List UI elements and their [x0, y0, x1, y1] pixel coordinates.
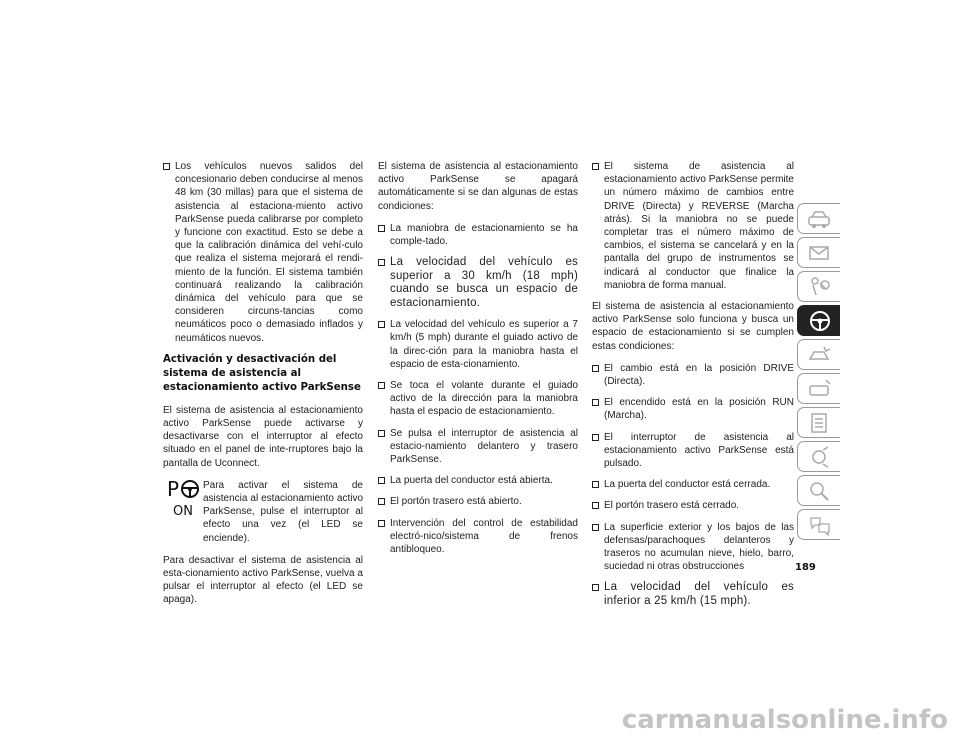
- list-item: El sistema de asistencia al estacionamiento activo ParkSense permite un número máximo de cambios entre DRIVE (Directa) y REVERSE (Marcha atrás). Si la maniobra no se puede completar tras el número máximo de cambios, el sistema se cancelará y en la pantalla del grupo de instrumentos se indicará al conductor que finalice la maniobra de forma manual.: [592, 160, 794, 292]
- paragraph: Para activar el sistema de asistencia al estacionamiento activo ParkSense, pulse el interruptor al efecto una vez (el LED se enciende).: [203, 479, 363, 544]
- tab-specifications[interactable]: [797, 441, 840, 472]
- list-item: El portón trasero está cerrado.: [592, 499, 794, 512]
- magnifier-icon: [806, 479, 834, 503]
- list-item: La superficie exterior y los bajos de las defensas/parachoques delanteros y traseros no acumulan nieve, hielo, barro, suciedad ni otras obstrucciones: [592, 521, 794, 574]
- parksense-switch-icon: [163, 479, 203, 518]
- tab-dashboard[interactable]: [797, 237, 840, 268]
- list-item: La velocidad del vehículo es superior a 7 km/h (5 mph) durante el guiado activo de la direc-ción para la maniobra hasta el espacio de esta-cionamiento.: [378, 318, 578, 371]
- chapter-tabs: [797, 203, 840, 541]
- column-left: [163, 160, 363, 616]
- list-item: El portón trasero está abierto.: [378, 495, 578, 508]
- watermark-text: carmanualsonline.info: [621, 705, 948, 735]
- paragraph: El sistema de asistencia al estacionamiento activo ParkSense puede activarse y desactivarse con el interruptor al efecto situado en el panel de inte-rruptores bajo la pantalla de Uconnect.: [163, 404, 363, 469]
- paragraph: El sistema de asistencia al estacionamiento activo ParkSense solo funciona y busca un espacio de estacionamiento si se cumplen estas condiciones:: [592, 301, 794, 352]
- list-item: Se toca el volante durante el guiado activo de la dirección para la maniobra hasta el espacio de estacionamiento.: [378, 379, 578, 419]
- dashboard-mail-icon: [806, 241, 834, 265]
- bullet-item: Los vehículos nuevos salidos del concesionario deben conducirse al menos 48 km (30 millas) para que el sistema de asistencia al estaciona-miento activo ParkSense pueda calibrarse por completo y funcione con exactitud. Esto se debe a que la calibración dinámica del vehí-culo que realiza el sistema mejorará el rendi-miento de la función. El sistema también continuará realizando la calibración dinámica del vehículo para que se consideren circuns-tancias como neumáticos poco o demasiado inflados y neumáticos nuevos.: [163, 160, 363, 345]
- icon-label-on: ON: [173, 504, 193, 520]
- multilanguage-icon: [806, 513, 834, 537]
- list-item: La maniobra de estacionamiento se ha comple-tado.: [378, 222, 578, 248]
- list-item: La velocidad del vehículo es inferior a 25 km/h (15 mph).: [592, 581, 794, 608]
- parksense-icon-row: [163, 479, 363, 545]
- list-item: Intervención del control de estabilidad electró-nico/sistema de frenos antibloqueo.: [378, 517, 578, 557]
- watermark: [0, 705, 960, 735]
- svg-text:P: P: [167, 478, 180, 499]
- list-item: El interruptor de asistencia al estacionamiento activo ParkSense está pulsado.: [592, 431, 794, 471]
- list-item: La puerta del conductor está abierta.: [378, 474, 578, 487]
- car-service-icon: [806, 377, 834, 401]
- list-item: El encendido está en la posición RUN (Marcha).: [592, 396, 794, 422]
- vehicle-info-icon: [806, 207, 834, 231]
- tab-vehicle-info[interactable]: [797, 203, 840, 234]
- list-item: La velocidad del vehículo es superior a 30 km/h (18 mph) cuando se busca un espacio de estacionamiento.: [378, 256, 578, 310]
- tab-service[interactable]: [797, 373, 840, 404]
- tab-languages[interactable]: [797, 509, 840, 540]
- paragraph: Para desactivar el sistema de asistencia al esta-cionamiento activo ParkSense, vuelva a pulsar el interruptor al efecto (el LED se apaga).: [163, 554, 363, 606]
- tab-emergency[interactable]: [797, 339, 840, 370]
- paragraph: El sistema de asistencia al estacionamiento activo ParkSense se apagará automáticamente si se dan algunas de estas condiciones:: [378, 161, 578, 212]
- steering-wheel-icon: [806, 309, 834, 333]
- tab-driving[interactable]: [797, 305, 840, 336]
- column-right: [592, 160, 794, 616]
- page-number: 189: [795, 562, 816, 573]
- tab-maintenance[interactable]: [797, 407, 840, 438]
- car-crash-icon: [806, 343, 834, 367]
- maintenance-checklist-icon: [806, 411, 834, 435]
- tab-index[interactable]: [797, 475, 840, 506]
- list-item: El cambio está en la posición DRIVE (Directa).: [592, 362, 794, 388]
- list-item: La puerta del conductor está cerrada.: [592, 478, 794, 491]
- tools-spec-icon: [806, 445, 834, 469]
- tab-safety[interactable]: [797, 271, 840, 302]
- section-heading: Activación y desactivación del sistema de asistencia al estacionamiento activo ParkSense: [163, 353, 361, 393]
- safety-airbag-icon: [806, 275, 834, 299]
- list-item: Se pulsa el interruptor de asistencia al estacio-namiento delantero y trasero ParkSense.: [378, 427, 578, 467]
- column-middle: [378, 160, 578, 564]
